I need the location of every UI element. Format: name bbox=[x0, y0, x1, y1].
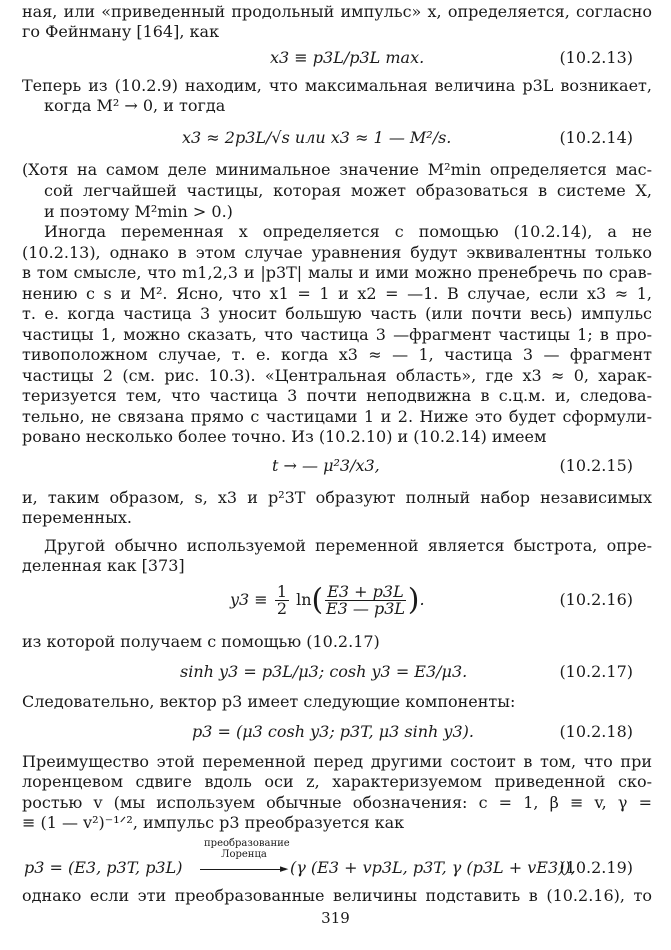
eq16-half-fraction bbox=[275, 584, 289, 617]
text-line: в том смысле, что m1,2,3 и |p3T| малы и ими можно пренебречь по срав- bbox=[22, 263, 652, 282]
text-line: (Хотя на самом деле минимальное значение M²min определяется мас- bbox=[22, 160, 652, 179]
eq16-tail: . bbox=[419, 590, 425, 609]
text-line: ростью v (мы используем обычные обозначения: c = 1, β ≡ v, γ = bbox=[22, 793, 652, 812]
text-line: Следовательно, вектор p3 имеет следующие компоненты: bbox=[22, 692, 516, 711]
text-line: Преимущество этой переменной перед другими состоит в том, что при bbox=[22, 752, 652, 771]
text-line: тельно, не связана прямо с частицами 1 и 2. Ниже это будет сформули- bbox=[22, 407, 652, 426]
equation-number: (10.2.19) bbox=[559, 858, 633, 877]
equation-number: (10.2.17) bbox=[559, 662, 633, 681]
equation-10-2-19-rhs: (γ (E3 + vp3L, p3T, γ (p3L + vE3)), bbox=[290, 858, 576, 877]
text-line: сой легчайшей частицы, которая может образоваться в системе X, bbox=[44, 181, 652, 200]
text-line: го Фейнману [164], как bbox=[22, 22, 220, 41]
equation-10-2-16 bbox=[230, 578, 425, 622]
text-line: ная, или «приведенный продольный импульс» x, определяется, согласно bbox=[22, 2, 652, 21]
text-line: однако если эти преобразованные величины подставить в (10.2.16), то bbox=[22, 886, 652, 905]
page-number: 319 bbox=[321, 909, 350, 927]
fraction-numerator: E3 + p3L bbox=[327, 582, 404, 601]
text-line: тивоположном случае, т. е. когда x3 ≈ — 1, частица 3 — фрагмент bbox=[22, 345, 652, 364]
fraction-denominator: 2 bbox=[276, 599, 287, 618]
text-line: и, таким образом, s, x3 и p²3T образуют полный набор независимых bbox=[22, 488, 652, 507]
right-paren: ) bbox=[407, 582, 420, 618]
eq16-main-fraction bbox=[325, 584, 405, 617]
transform-arrow bbox=[200, 869, 284, 870]
equation-10-2-18: p3 = (μ3 cosh y3; p3T, μ3 sinh y3). bbox=[192, 722, 474, 741]
text-line: частицы 2 (см. рис. 10.3). «Центральная область», где x3 ≈ 0, харак- bbox=[22, 366, 652, 385]
text-line: когда M² → 0, и тогда bbox=[44, 96, 226, 115]
equation-10-2-19-lhs: p3 = (E3, p3T, p3L) bbox=[24, 858, 183, 877]
text-line: Теперь из (10.2.9) находим, что максимальная величина p3L возникает, bbox=[22, 76, 652, 95]
text-line: частицы 1, можно сказать, что частица 3 —фрагмент частицы 1; в про- bbox=[22, 325, 652, 344]
equation-number: (10.2.18) bbox=[559, 722, 633, 741]
equation-number: (10.2.13) bbox=[559, 48, 633, 67]
equation-10-2-17: sinh y3 = p3L/μ3; cosh y3 = E3/μ3. bbox=[180, 662, 468, 681]
eq16-ln: ln bbox=[296, 590, 312, 609]
text-line: т. е. когда частица 3 уносит большую часть (или почти весь) импульс bbox=[22, 304, 652, 323]
text-line: переменных. bbox=[22, 508, 132, 527]
text-line: Другой обычно используемой переменной является быстрота, опре- bbox=[44, 536, 652, 555]
equation-10-2-13: x3 ≡ p3L/p3L max. bbox=[270, 48, 425, 67]
text-line: (10.2.13), однако в этом случае уравнения будут эквивалентны только bbox=[22, 243, 652, 262]
fraction-denominator: E3 — p3L bbox=[325, 599, 406, 618]
text-line: из которой получаем с помощью (10.2.17) bbox=[22, 632, 380, 651]
text-line: лоренцевом сдвиге вдоль оси z, характеризуемом приведенной ско- bbox=[22, 772, 652, 791]
text-line: деленная как [373] bbox=[22, 556, 185, 575]
arrowhead-icon: ► bbox=[280, 862, 289, 875]
text-line: ровано несколько более точно. Из (10.2.10) и (10.2.14) имеем bbox=[22, 427, 547, 446]
text-line: теризуется тем, что частица 3 почти неподвижна в с.ц.м. и, следова- bbox=[22, 386, 652, 405]
left-paren: ( bbox=[311, 582, 324, 618]
transform-annotation bbox=[204, 838, 290, 860]
equation-number: (10.2.16) bbox=[559, 590, 633, 609]
equation-10-2-14: x3 ≈ 2p3L/√s или x3 ≈ 1 — M²/s. bbox=[182, 128, 452, 147]
fraction-numerator: 1 bbox=[276, 582, 287, 601]
equation-number: (10.2.14) bbox=[559, 128, 633, 147]
annotation-line: Лоренца bbox=[221, 849, 267, 860]
equation-10-2-15: t → — μ²3/x3, bbox=[272, 456, 380, 475]
equation-number: (10.2.15) bbox=[559, 456, 633, 475]
text-line: Иногда переменная x определяется с помощью (10.2.14), а не bbox=[44, 222, 652, 241]
annotation-line: преобразование bbox=[204, 838, 290, 849]
text-line: ≡ (1 — v²)⁻¹ᐟ², импульс p3 преобразуется как bbox=[22, 813, 405, 832]
eq16-lhs: y3 ≡ bbox=[230, 590, 268, 609]
text-line: и поэтому M²min > 0.) bbox=[44, 202, 233, 221]
text-line: нению с s и M². Ясно, что x1 = 1 и x2 = —1. В случае, если x3 ≈ 1, bbox=[22, 284, 652, 303]
